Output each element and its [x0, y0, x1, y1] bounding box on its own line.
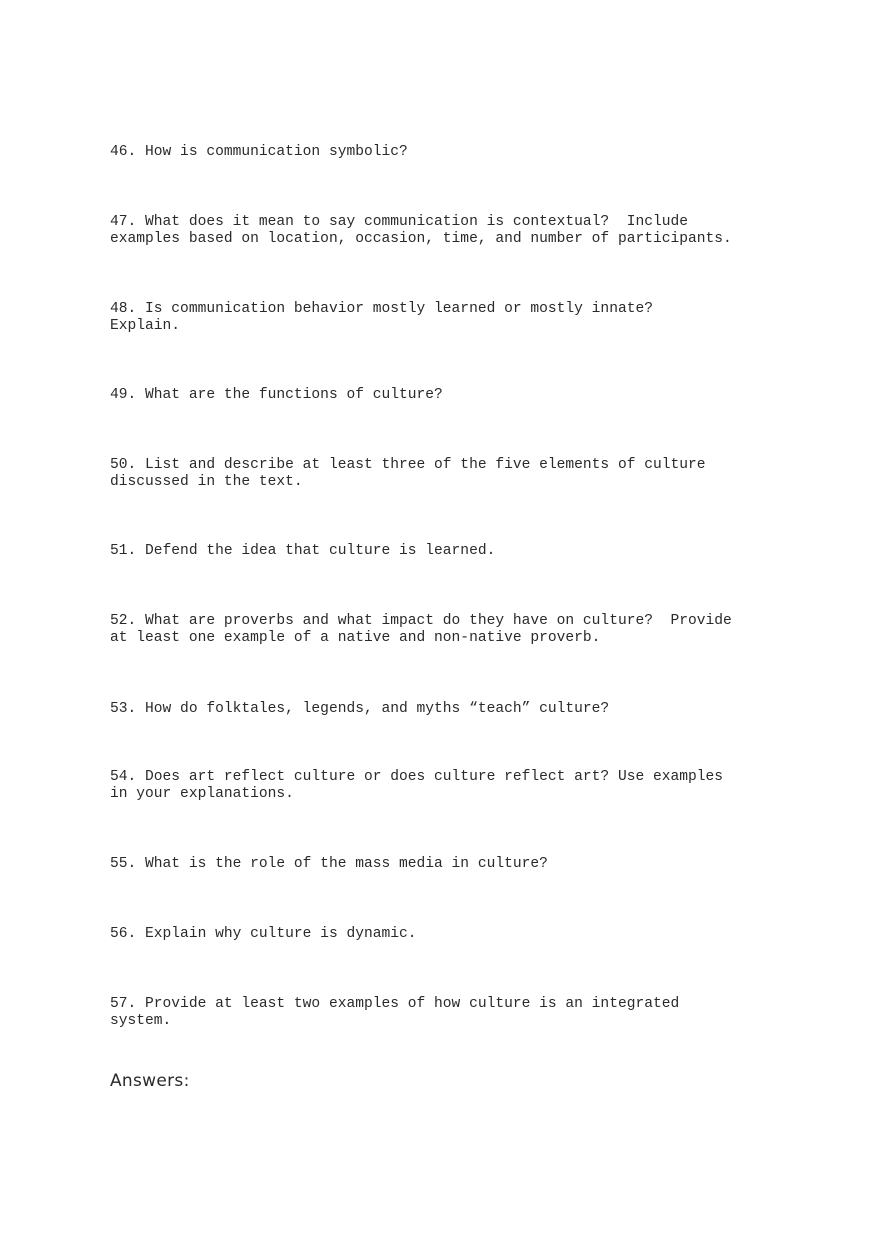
question-47: 47. What does it mean to say communication is contextual? Include examples based on location, occasion, time, and number of participants. — [110, 214, 732, 247]
question-52: 52. What are proverbs and what impact do they have on culture? Provide at least one example of a native and non-native proverb. — [110, 613, 732, 646]
question-46: 46. How is communication symbolic? — [110, 144, 408, 160]
question-54: 54. Does art reflect culture or does culture reflect art? Use examples in your explanations. — [110, 769, 724, 802]
question-49: 49. What are the functions of culture? — [110, 387, 443, 403]
question-50: 50. List and describe at least three of the five elements of culture discussed in the text. — [110, 457, 706, 490]
question-55: 55. What is the role of the mass media in culture? — [110, 856, 548, 872]
question-48: 48. Is communication behavior mostly learned or mostly innate? Explain. — [110, 301, 653, 334]
question-51: 51. Defend the idea that culture is learned. — [110, 543, 496, 559]
question-57: 57. Provide at least two examples of how culture is an integrated system. — [110, 996, 680, 1029]
question-53: 53. How do folktales, legends, and myths “teach” culture? — [110, 701, 610, 717]
question-56: 56. Explain why culture is dynamic. — [110, 926, 417, 942]
answers-heading: Answers: — [110, 1071, 190, 1091]
